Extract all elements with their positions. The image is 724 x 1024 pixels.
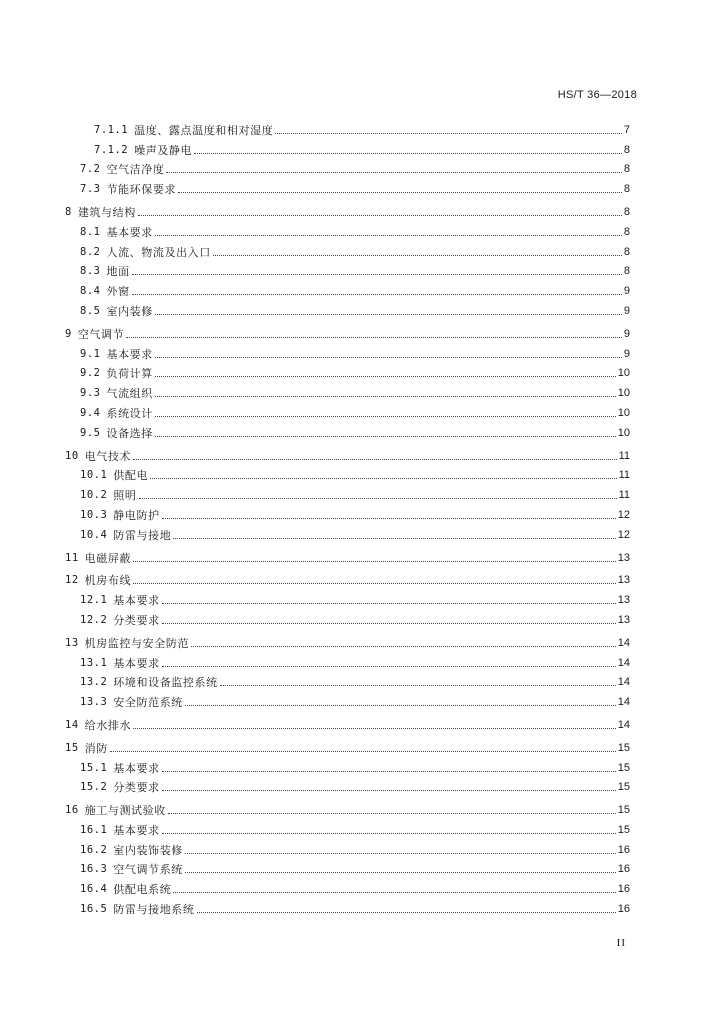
toc-entry-number: 16 <box>65 804 79 817</box>
toc-entry-number: 9.2 <box>80 367 101 380</box>
toc-entry-page: 10 <box>617 387 630 400</box>
toc-dot-leader <box>191 646 616 647</box>
toc-entry[interactable] <box>65 482 630 502</box>
toc-entry-number: 8.3 <box>80 265 101 278</box>
toc-entry-number: 13.1 <box>80 656 108 669</box>
toc-entry[interactable] <box>65 176 630 196</box>
toc-dot-leader <box>162 623 616 624</box>
toc-entry[interactable] <box>65 157 630 177</box>
toc-entry-page: 12 <box>617 508 630 521</box>
toc-entry[interactable] <box>65 420 630 440</box>
toc-dot-leader <box>133 561 616 562</box>
toc-dot-leader <box>150 478 616 479</box>
toc-entry-number: 10 <box>65 449 79 462</box>
toc-entry-page: 13 <box>617 551 630 564</box>
table-of-contents <box>65 117 630 916</box>
toc-entry-page: 16 <box>617 883 630 896</box>
toc-entry-number: 8.4 <box>80 285 101 298</box>
toc-entry[interactable] <box>65 199 630 219</box>
toc-entry-title: 机房布线 <box>84 574 132 588</box>
toc-entry[interactable] <box>65 380 630 400</box>
toc-entry[interactable] <box>65 502 630 522</box>
toc-entry-number: 9 <box>65 327 72 340</box>
toc-entry[interactable] <box>65 117 630 137</box>
toc-dot-leader <box>162 666 616 667</box>
toc-entry-title: 消防 <box>84 741 108 755</box>
toc-entry-page: 15 <box>617 761 630 774</box>
toc-entry[interactable] <box>65 630 630 650</box>
toc-entry[interactable] <box>65 587 630 607</box>
toc-entry[interactable] <box>65 259 630 279</box>
toc-entry[interactable] <box>65 278 630 298</box>
toc-entry-page: 9 <box>623 347 630 360</box>
toc-dot-leader <box>173 538 615 539</box>
toc-entry-title: 给水排水 <box>84 718 132 732</box>
toc-dot-leader <box>126 337 622 338</box>
toc-dot-leader <box>155 416 616 417</box>
toc-entry-title: 基本要求 <box>113 656 160 670</box>
toc-entry-number: 16.4 <box>80 883 108 896</box>
toc-entry[interactable] <box>65 400 630 420</box>
toc-entry-title: 噪声及静电 <box>134 143 193 157</box>
toc-entry-page: 10 <box>617 367 630 380</box>
toc-entry-number: 7.3 <box>80 183 101 196</box>
toc-entry-title: 供配电系统 <box>113 883 172 897</box>
toc-dot-leader <box>168 813 616 814</box>
toc-entry-title: 基本要求 <box>106 225 153 239</box>
page-number: II <box>616 937 626 949</box>
toc-dot-leader <box>138 215 622 216</box>
toc-entry[interactable] <box>65 797 630 817</box>
toc-dot-leader <box>220 685 616 686</box>
toc-entry-number: 8.5 <box>80 304 101 317</box>
toc-entry-number: 8.2 <box>80 245 101 258</box>
toc-entry-title: 机房监控与安全防范 <box>84 636 190 650</box>
toc-dot-leader <box>166 172 621 173</box>
toc-entry-number: 15.1 <box>80 761 108 774</box>
toc-entry-page: 8 <box>623 143 630 156</box>
toc-entry-title: 室内装饰装修 <box>113 843 183 857</box>
toc-entry-number: 15.2 <box>80 781 108 794</box>
toc-entry-page: 16 <box>617 843 630 856</box>
toc-dot-leader <box>133 459 617 460</box>
toc-entry-title: 外窗 <box>106 285 130 299</box>
toc-entry-page: 12 <box>617 528 630 541</box>
toc-entry-number: 15 <box>65 741 79 754</box>
toc-entry[interactable] <box>65 896 630 916</box>
toc-dot-leader <box>197 912 616 913</box>
toc-entry-page: 9 <box>623 285 630 298</box>
toc-dot-leader <box>162 790 616 791</box>
toc-entry-page: 8 <box>623 163 630 176</box>
toc-entry-page: 16 <box>617 903 630 916</box>
toc-entry-number: 12.2 <box>80 613 108 626</box>
toc-entry[interactable] <box>65 689 630 709</box>
toc-entry[interactable] <box>65 321 630 341</box>
toc-entry-title: 静电防护 <box>113 508 160 522</box>
toc-entry-title: 温度、露点温度和相对湿度 <box>134 123 274 137</box>
toc-dot-leader <box>155 376 616 377</box>
toc-entry-page: 13 <box>617 594 630 607</box>
toc-entry-page: 11 <box>618 489 630 502</box>
toc-entry-number: 9.4 <box>80 406 101 419</box>
toc-entry-page: 7 <box>623 123 630 136</box>
toc-dot-leader <box>194 153 622 154</box>
toc-entry-title: 电磁屏蔽 <box>84 551 132 565</box>
toc-dot-leader <box>275 133 622 134</box>
toc-entry[interactable] <box>65 876 630 896</box>
toc-dot-leader <box>139 498 617 499</box>
toc-dot-leader <box>185 705 616 706</box>
toc-entry[interactable] <box>65 361 630 381</box>
toc-entry[interactable] <box>65 463 630 483</box>
toc-entry-number: 8.1 <box>80 225 101 238</box>
toc-entry-page: 8 <box>623 205 630 218</box>
toc-entry-number: 10.1 <box>80 469 108 482</box>
toc-entry-page: 14 <box>617 718 630 731</box>
toc-entry[interactable] <box>65 775 630 795</box>
toc-dot-leader <box>155 235 622 236</box>
toc-dot-leader <box>155 396 616 397</box>
toc-entry-title: 基本要求 <box>113 594 160 608</box>
document-code: HS/T 36—2018 <box>557 89 637 101</box>
toc-dot-leader <box>162 603 616 604</box>
toc-entry-title: 防雷与接地系统 <box>113 903 195 917</box>
toc-entry-page: 8 <box>623 265 630 278</box>
toc-entry-title: 设备选择 <box>106 426 153 440</box>
toc-entry-title: 基本要求 <box>106 347 153 361</box>
toc-entry[interactable] <box>65 443 630 463</box>
toc-entry-title: 地面 <box>106 265 130 279</box>
toc-entry-number: 9.5 <box>80 426 101 439</box>
toc-entry-title: 负荷计算 <box>106 367 153 381</box>
toc-entry-page: 13 <box>617 613 630 626</box>
toc-dot-leader <box>155 436 616 437</box>
toc-entry-number: 13.2 <box>80 676 108 689</box>
toc-entry-title: 基本要求 <box>113 823 160 837</box>
toc-entry[interactable] <box>65 545 630 565</box>
toc-entry-page: 15 <box>617 823 630 836</box>
toc-entry-page: 8 <box>623 245 630 258</box>
toc-entry-title: 分类要求 <box>113 781 160 795</box>
toc-entry-page: 10 <box>617 426 630 439</box>
toc-entry[interactable] <box>65 298 630 318</box>
toc-entry-title: 空气洁净度 <box>106 163 165 177</box>
toc-entry-number: 13 <box>65 636 79 649</box>
toc-entry-page: 9 <box>623 304 630 317</box>
toc-entry[interactable] <box>65 837 630 857</box>
toc-dot-leader <box>132 274 622 275</box>
toc-entry-number: 16.5 <box>80 903 108 916</box>
toc-entry[interactable] <box>65 857 630 877</box>
toc-dot-leader <box>178 192 622 193</box>
toc-entry-number: 16.2 <box>80 843 108 856</box>
toc-dot-leader <box>162 518 616 519</box>
toc-entry[interactable] <box>65 522 630 542</box>
toc-entry-title: 防雷与接地 <box>113 528 172 542</box>
toc-entry[interactable] <box>65 712 630 732</box>
toc-entry-title: 电气技术 <box>84 449 132 463</box>
toc-entry-number: 14 <box>65 718 79 731</box>
toc-entry[interactable] <box>65 568 630 588</box>
toc-entry-title: 节能环保要求 <box>106 183 177 197</box>
toc-dot-leader <box>213 255 622 256</box>
toc-entry-title: 空气调节系统 <box>113 863 183 877</box>
toc-entry-title: 施工与测试验收 <box>84 804 166 818</box>
toc-entry-title: 安全防范系统 <box>113 696 183 710</box>
toc-dot-leader <box>162 833 616 834</box>
toc-entry-page: 14 <box>617 696 630 709</box>
toc-entry-page: 15 <box>617 804 630 817</box>
toc-entry[interactable] <box>65 755 630 775</box>
toc-entry-title: 空气调节 <box>77 327 125 341</box>
toc-entry-title: 气流组织 <box>106 387 153 401</box>
toc-entry[interactable] <box>65 670 630 690</box>
toc-entry-title: 照明 <box>113 489 137 503</box>
toc-dot-leader <box>133 728 616 729</box>
toc-entry-number: 7.1.2 <box>94 143 129 156</box>
toc-dot-leader <box>162 771 616 772</box>
toc-entry-page: 15 <box>617 781 630 794</box>
toc-entry[interactable] <box>65 341 630 361</box>
toc-entry[interactable] <box>65 219 630 239</box>
toc-entry-page: 14 <box>617 676 630 689</box>
toc-entry-page: 8 <box>623 183 630 196</box>
toc-entry-page: 11 <box>618 469 630 482</box>
toc-entry-title: 系统设计 <box>106 406 153 420</box>
toc-entry-number: 9.3 <box>80 387 101 400</box>
toc-dot-leader <box>155 314 622 315</box>
toc-entry-page: 16 <box>617 863 630 876</box>
toc-dot-leader <box>173 892 615 893</box>
toc-entry-number: 9.1 <box>80 347 101 360</box>
toc-entry-title: 环境和设备监控系统 <box>113 676 218 690</box>
toc-entry-number: 12 <box>65 574 79 587</box>
toc-entry[interactable] <box>65 137 630 157</box>
toc-entry-page: 14 <box>617 636 630 649</box>
toc-entry[interactable] <box>65 607 630 627</box>
toc-entry-page: 15 <box>617 741 630 754</box>
toc-entry-page: 11 <box>618 449 630 462</box>
toc-entry-number: 8 <box>65 205 72 218</box>
toc-entry-title: 建筑与结构 <box>77 205 136 219</box>
toc-entry-title: 基本要求 <box>113 761 160 775</box>
toc-dot-leader <box>185 872 616 873</box>
toc-entry-number: 10.4 <box>80 528 108 541</box>
toc-entry-number: 16.3 <box>80 863 108 876</box>
toc-entry[interactable] <box>65 650 630 670</box>
toc-entry-number: 10.2 <box>80 489 108 502</box>
toc-entry-title: 人流、物流及出入口 <box>106 245 211 259</box>
toc-entry-page: 8 <box>623 225 630 238</box>
toc-dot-leader <box>110 751 616 752</box>
toc-entry-page: 9 <box>623 327 630 340</box>
toc-entry-title: 室内装修 <box>106 304 153 318</box>
toc-entry[interactable] <box>65 735 630 755</box>
toc-entry-title: 供配电 <box>113 469 149 483</box>
toc-entry-page: 13 <box>617 574 630 587</box>
toc-entry-number: 16.1 <box>80 823 108 836</box>
toc-entry-page: 14 <box>617 656 630 669</box>
toc-dot-leader <box>185 853 616 854</box>
toc-entry-number: 13.3 <box>80 696 108 709</box>
toc-dot-leader <box>132 294 622 295</box>
toc-entry-number: 7.2 <box>80 163 101 176</box>
toc-entry-number: 7.1.1 <box>94 123 129 136</box>
toc-dot-leader <box>155 357 622 358</box>
toc-entry[interactable] <box>65 239 630 259</box>
toc-entry-title: 分类要求 <box>113 613 160 627</box>
toc-dot-leader <box>133 583 616 584</box>
toc-entry-number: 11 <box>65 551 79 564</box>
toc-entry-number: 10.3 <box>80 508 108 521</box>
toc-entry[interactable] <box>65 817 630 837</box>
toc-entry-number: 12.1 <box>80 594 108 607</box>
toc-entry-page: 10 <box>617 406 630 419</box>
